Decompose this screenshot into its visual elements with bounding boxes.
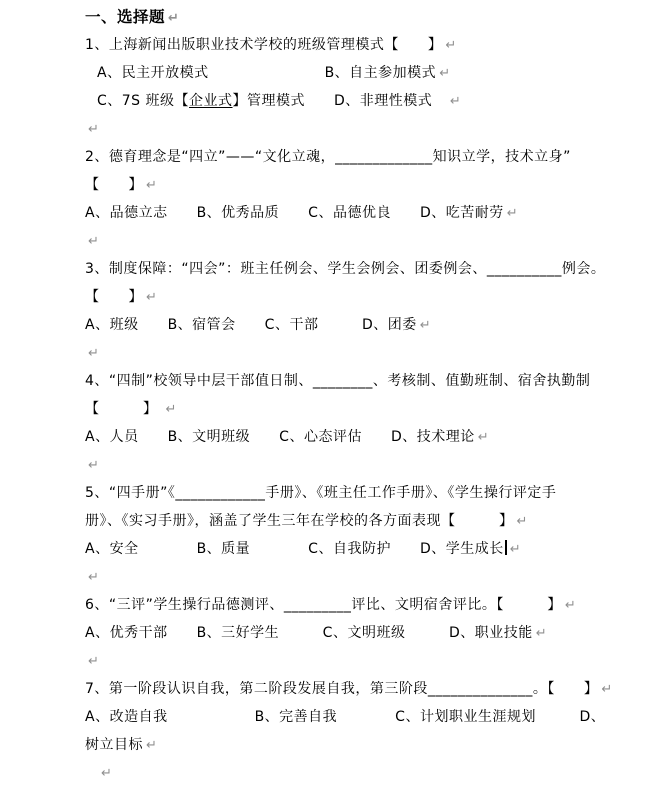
paragraph-mark: ↵ bbox=[88, 122, 99, 137]
bracket-text: 【 】 bbox=[85, 289, 143, 305]
blank-line bbox=[85, 115, 670, 143]
question-2-options bbox=[85, 199, 670, 227]
paragraph-mark: ↵ bbox=[88, 346, 99, 361]
question-3-text: 3、制度保障：“四会”：班主任例会、学生会例会、团委例会、__________例会。 bbox=[85, 261, 606, 277]
paragraph-mark: ↵ bbox=[449, 94, 461, 109]
question-5-stem-line1 bbox=[85, 479, 670, 507]
paragraph-mark: ↵ bbox=[88, 234, 99, 249]
underlined-answer: 企业式 bbox=[189, 93, 233, 109]
question-7-options-line1 bbox=[85, 703, 670, 731]
bracket-text: 【 】 bbox=[85, 401, 163, 417]
paragraph-mark: ↵ bbox=[88, 570, 99, 585]
options-text: A、班级 B、宿管会 C、干部 D、团委 bbox=[85, 317, 417, 333]
question-3-stem bbox=[85, 255, 670, 283]
question-7-text: 7、第一阶段认识自我，第二阶段发展自我，第三阶段______________。【 】 bbox=[85, 681, 599, 697]
question-5-options bbox=[85, 535, 670, 563]
paragraph-mark: ↵ bbox=[101, 766, 112, 781]
question-1-options-ab bbox=[85, 59, 670, 87]
question-2-answer-bracket bbox=[85, 171, 670, 199]
paragraph-mark: ↵ bbox=[445, 38, 457, 53]
question-5-text-2: 册》、《实习手册》，涵盖了学生三年在学校的各方面表现【 】 bbox=[85, 513, 514, 529]
paragraph-mark: ↵ bbox=[477, 430, 489, 445]
options-text: A、民主开放模式 B、自主参加模式 bbox=[97, 65, 437, 81]
question-1-options-cd bbox=[85, 87, 670, 115]
options-text: A、人员 B、文明班级 C、心态评估 D、技术理论 bbox=[85, 429, 475, 445]
options-text: A、优秀干部 B、三好学生 C、文明班级 D、职业技能 bbox=[85, 625, 533, 641]
paragraph-mark: ↵ bbox=[564, 598, 576, 613]
paragraph-mark: ↵ bbox=[146, 178, 157, 193]
options-text: A、安全 B、质量 C、自我防护 D、学生成长 bbox=[85, 541, 504, 557]
paragraph-mark: ↵ bbox=[168, 11, 179, 26]
question-4-stem bbox=[85, 367, 670, 395]
options-text: A、改造自我 B、完善自我 C、计划职业生涯规划 D、 bbox=[85, 709, 606, 725]
question-2-text: 2、德育理念是“四立”——“文化立魂，_____________知识立学，技术立身” bbox=[85, 149, 571, 165]
blank-line bbox=[85, 563, 670, 591]
question-6-stem bbox=[85, 591, 670, 619]
paragraph-mark: ↵ bbox=[601, 682, 613, 697]
options-text-post: 】管理模式 D、非理性模式 bbox=[232, 93, 447, 109]
bracket-text: 【 】 bbox=[85, 177, 143, 193]
question-5-text-1: 5、“四手册”《____________手册》、《班主任工作手册》、《学生操行评定手 bbox=[85, 485, 557, 501]
question-1-stem bbox=[85, 31, 670, 59]
paragraph-mark: ↵ bbox=[419, 318, 431, 333]
blank-line bbox=[85, 339, 670, 367]
paragraph-mark: ↵ bbox=[535, 626, 547, 641]
section-title-text: 一、选择题 bbox=[85, 8, 166, 26]
question-6-text: 6、“三评”学生操行品德测评、_________评比、文明宿舍评比。【 】 bbox=[85, 597, 562, 613]
paragraph-mark: ↵ bbox=[88, 654, 99, 669]
options-text: 树立目标 bbox=[85, 737, 143, 753]
blank-line bbox=[85, 759, 670, 787]
options-text: A、品德立志 B、优秀品质 C、品德优良 D、吃苦耐劳 bbox=[85, 205, 504, 221]
question-4-text: 4、“四制”校领导中层干部值日制、________、考核制、值勤班制、宿舍执勤制 bbox=[85, 373, 591, 389]
paragraph-mark: ↵ bbox=[506, 206, 518, 221]
question-6-options bbox=[85, 619, 670, 647]
section-title bbox=[85, 3, 670, 31]
question-7-stem bbox=[85, 675, 670, 703]
question-1-text: 1、上海新闻出版职业技术学校的班级管理模式【 】 bbox=[85, 37, 443, 53]
paragraph-mark: ↵ bbox=[509, 542, 521, 557]
question-4-answer-bracket bbox=[85, 395, 670, 423]
question-4-options bbox=[85, 423, 670, 451]
question-7-options-line2 bbox=[85, 731, 670, 759]
blank-line bbox=[85, 451, 670, 479]
blank-line bbox=[85, 647, 670, 675]
paragraph-mark: ↵ bbox=[165, 402, 177, 417]
paragraph-mark: ↵ bbox=[439, 66, 451, 81]
options-text-pre: C、7S 班级【 bbox=[97, 93, 190, 109]
question-3-answer-bracket bbox=[85, 283, 670, 311]
question-2-stem bbox=[85, 143, 670, 171]
paragraph-mark: ↵ bbox=[88, 458, 99, 473]
paragraph-mark: ↵ bbox=[146, 290, 157, 305]
blank-line bbox=[85, 227, 670, 255]
question-5-stem-line2 bbox=[85, 507, 670, 535]
paragraph-mark: ↵ bbox=[146, 738, 157, 753]
question-3-options bbox=[85, 311, 670, 339]
paragraph-mark: ↵ bbox=[516, 514, 528, 529]
text-cursor bbox=[505, 540, 507, 555]
